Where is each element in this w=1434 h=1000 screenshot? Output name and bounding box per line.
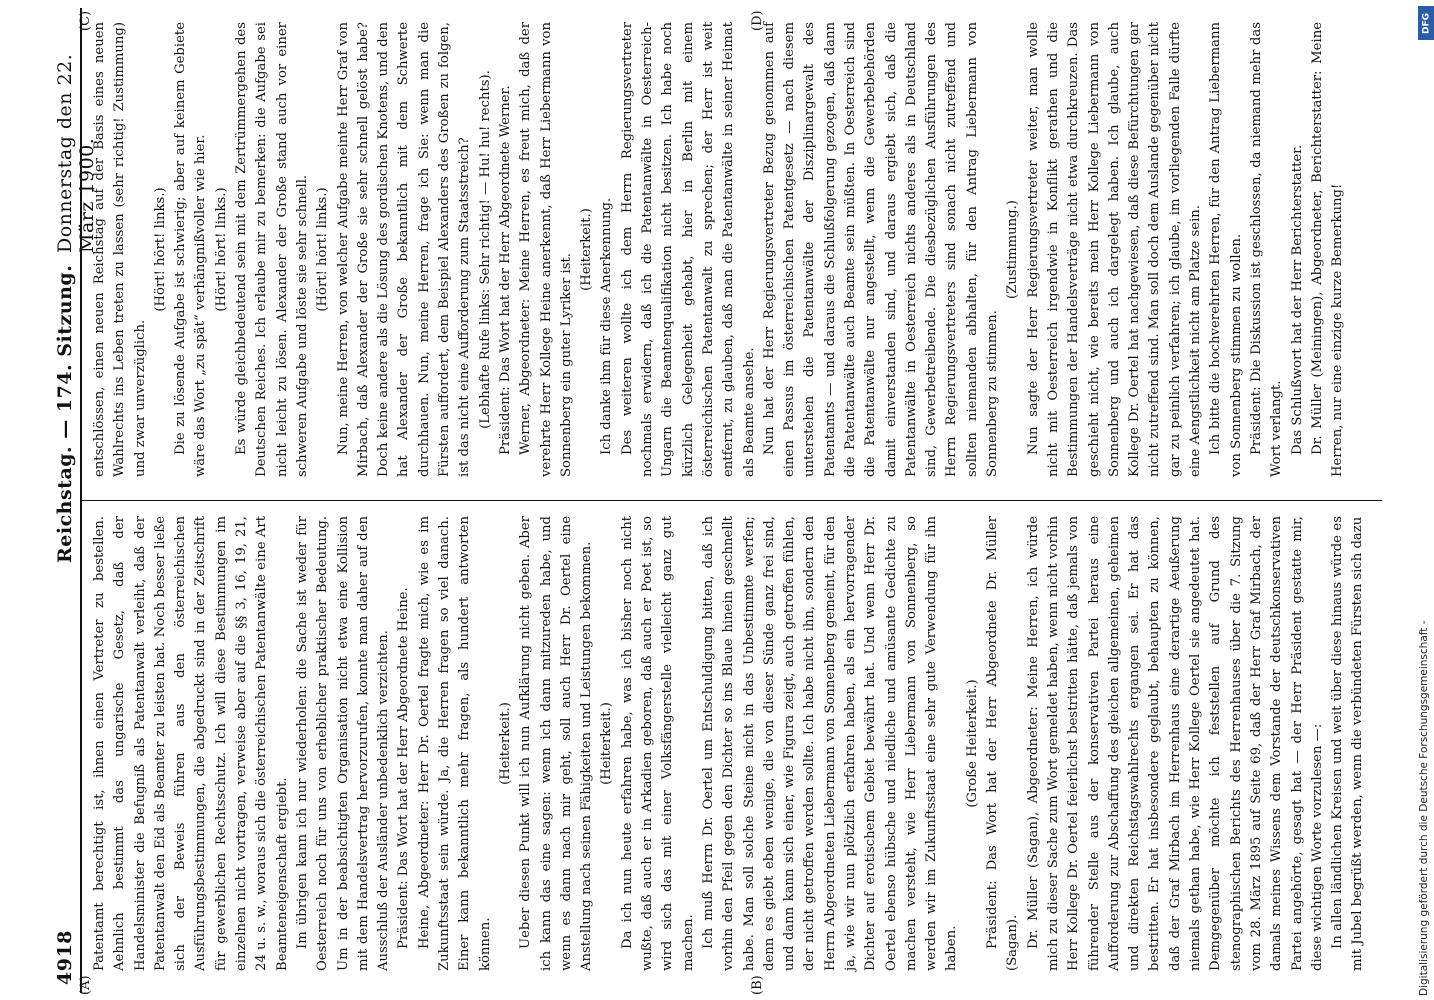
interjection: (Lebhafte Rufe links: Sehr richtig! — Hu! hu! rechts). bbox=[477, 70, 493, 429]
paragraph: Präsident: Die Diskussion ist geschlossen, da niemand mehr das Wort verlangt. bbox=[1248, 22, 1285, 477]
page-number: 4918 bbox=[54, 930, 76, 985]
page-header bbox=[50, 8, 98, 993]
paragraph: entschlössen, einen neuen Reichstag auf der Basis eines neuen Wahlrechts ins Leben treten zu lassen (sehr richtig! Zustimmung) und zwar unverzüglich. bbox=[92, 22, 148, 477]
margin-marker-a: (A) bbox=[78, 975, 93, 995]
interjection: (Hört! hört! links.) bbox=[213, 187, 229, 312]
paragraph: Die zu lösende Aufgabe ist schwierig; aber auf keinem Gebiete wäre das Wort „zu spät“ verhängnißvoller wie hier. bbox=[173, 22, 209, 477]
interjection: (Zustimmung.) bbox=[1005, 200, 1021, 299]
margin-marker-d: (D) bbox=[750, 10, 765, 31]
interjection: (Heiterkeit.) bbox=[599, 702, 615, 785]
interjection: (Heiterkeit.) bbox=[579, 208, 595, 291]
paragraph: Da ich nun heute erfahren habe, was ich bisher noch nicht wußte, daß auch er in Arkadien geboren, daß auch er Poet ist, so wird sich das mit einer Volksfängerstelle vielleicht ganz gut machen. bbox=[619, 516, 696, 971]
interjection: (Große Heiterkeit.) bbox=[964, 679, 980, 808]
paragraph: Patentamt berechtigt ist, ihnen einen Vertreter zu bestellen. Aehnlich bestimmt das ungarische Gesetz, daß der Handelsminister die Befugniß als Patentanwalt verleiht, daß der Patentanwalt den Eid als Beamter zu leisten hat. Noch besser ließe sich der Beweis führen aus den österreichischen Ausführungsbestimmungen, die abgedruckt sind in der Zeitschrift für gewerblichen Rechtsschutz. Ich will diese Bestimmungen im einzelnen nicht vortragen, verweise aber auf die §§ 3, 16, 19, 21, 24 u. s. w., woraus sich die österreichischen Patentanwälte eine Art Beamteneigenschaft ergiebt. bbox=[92, 516, 290, 971]
rotated-page bbox=[50, 8, 1410, 993]
paragraph: Ich bitte die hochverehrten Herren, für den Antrag Liebermann von Sonnenberg stimmen zu wollen. bbox=[1208, 22, 1244, 477]
paragraph: In allen ländlichen Kreisen und weit über diese hinaus würde es mit Jubel begrüßt werden, wenn die verbündeten Fürsten sich dazu bbox=[1330, 516, 1366, 971]
session-title: Reichstag. — 174. Sitzung. bbox=[54, 264, 76, 563]
margin-marker-b: (B) bbox=[750, 975, 765, 995]
funding-credit: Digitalisierung gefördert durch die Deutsche Forschungsgemeinschaft - bbox=[1418, 620, 1430, 996]
right-column bbox=[90, 22, 1348, 477]
dfg-logo-icon: DFG bbox=[1418, 6, 1434, 40]
paragraph: Heine, Abgeordneter: Herr Dr. Oertel fragte mich, wie es im Zukunftsstaat sein würde. Ja, die Herren fragen so viel danach. Einer kann bekanntlich mehr fragen, als hundert antworten können. bbox=[416, 516, 493, 971]
paragraph: Präsident: Das Wort hat der Herr Abgeordnete Dr. Müller (Sagan). bbox=[985, 516, 1021, 971]
column-divider bbox=[82, 500, 1382, 501]
interjection: (Heiterkeit.) bbox=[497, 702, 513, 785]
paragraph: Ueber diesen Punkt will ich nun Aufklärung nicht geben. Aber ich kann das eine sagen: wenn ich dann mitzureden habe, und wenn es dann nach mir geht, soll auch Herr Dr. Oertel eine Anstellung nach seinen Fähigkeiten und Leistungen bekommen. bbox=[518, 516, 595, 971]
paragraph: Es würde gleichbedeutend sein mit dem Zertrümmergehen des Deutschen Reiches. Ich erlaube mir zu bemerken: die Aufgabe sei nicht leicht zu lösen. Alexander der Große stand auch vor einer schweren Aufgabe und löste sie sehr schnell. bbox=[234, 22, 310, 477]
interjection: (Hört! hört! links.) bbox=[315, 187, 331, 312]
paragraph: Präsident: Das Wort hat der Herr Abgeordnete Werner. bbox=[497, 85, 513, 455]
paragraph: Werner, Abgeordneter: Meine Herren, es freut mich, daß der verehrte Herr Kollege Heine anerkennt, daß Herr Liebermann von Sonnenberg ein guter Lyriker ist. bbox=[518, 22, 574, 477]
paragraph: Nun hat der Herr Regierungsvertreter Bezug genommen auf einen Passus im österreichischen Patentgesetz — nach diesem unterstehen die Patentanwälte der Disziplinargewalt des Patentamts — und daraus die Schlußfolgerung gezogen, daß dann die Patentanwälte auch Beamte sein müßten. In Oesterreich sind die Patentanwälte nur angestellt, wenn die Gewerbebehörden damit einverstanden sind, und daraus ergiebt sich, daß die Patentanwälte in Oesterreich nichts anderes als in Deutschland sind, Gewerbetreibende. Die diesbezüglichen Ausführungen des Herrn Regierungsvertreters sind sonach nicht zutreffend und sollten niemanden abhalten, für den Antrag Liebermann von Sonnenberg zu stimmen. bbox=[761, 22, 1001, 477]
paragraph: Dr. Müller (Sagan), Abgeordneter: Meine Herren, ich würde mich zu dieser Sache zum Wort gemeldet haben, wenn nicht vorhin Herr Kollege Dr. Oertel feierlichst bestritten hätte, daß jemals von führender Stelle aus der konservativen Partei heraus eine Aufforderung zur Abschaffung des gleichen allgemeinen, geheimen und direkten Reichstagswahlrechts ergangen sei. Er hat das bestritten. Er hat insbesondere geglaubt, behaupten zu können, daß der Graf Mirbach im Herrenhaus eine derartige Aeußerung niemals gethan habe, wie Herr Kollege Oertel sie angedeutet hat. Demgegenüber möchte ich feststellen auf Grund des stenographischen Berichts des Herrenhauses über die 7. Sitzung vom 28. März 1895 auf Seite 69, daß der Herr Graf Mirbach, der damals meines Wissens dem Vorstande der deutschkonservativen Partei angehörte, gesagt hat — der Herr Präsident gestatte mir, diese wichtigen Worte vorzulesen —: bbox=[1025, 516, 1325, 971]
digitization-sidebar bbox=[1417, 6, 1434, 996]
paragraph: Nun sagte der Herr Regierungsvertreter weiter, man wolle nicht mit Oesterreich irgendwie in Konflikt gerathen und die Bestimmungen der Handelsverträge nicht etwa durchkreuzen. Das geschieht nicht, wie bereits mein Herr Kollege Liebermann von Sonnenberg und auch ich dargelegt haben. Ich glaube, auch Kollege Dr. Oertel hat nachgewiesen, daß diese Befürchtungen gar nicht zutreffend sind. Man soll doch dem Auslande gegenüber nicht gar zu peinlich verfahren; ich glaube, im vorliegenden Falle dürfte eine Aengstlichkeit nicht am Platze sein. bbox=[1025, 22, 1204, 477]
session-date: Donnerstag den 22. März 1900. bbox=[54, 53, 98, 253]
paragraph: Ich danke ihm für diese Anerkennung. bbox=[599, 197, 615, 455]
paragraph: Ich muß Herrn Dr. Oertel um Entschuldigung bitten, daß ich vorhin den Pfeil gegen den Dichter so ins Blaue hinein geschnellt habe. Man soll solche Steine nicht in das Unbestimmte werfen; denn es giebt eben wenige, die von dieser Sünde ganz frei sind, und dann kann sich einer, wie Figura zeigt, auch getroffen fühlen, der nicht getroffen werden sollte. Ich habe nicht ihn, sondern den Herrn Abgeordneten Liebermann von Sonnenberg gemeint, für den ja, wie wir nun plötzlich erfahren haben, als ein hervorragender Dichter auf erotischem Gebiet bewährt hat. Und wenn Herr Dr. Oertel ebenso hübsche und niedliche und amüsante Gedichte zu machen versteht, wie Herr Liebermann von Sonnenberg, so werden wir im Zukunftsstaat eine sehr gute Verwendung für ihn haben. bbox=[700, 516, 960, 971]
margin-marker-c: (C) bbox=[78, 10, 93, 31]
paragraph: Dr. Müller (Meiningen), Abgeordneter, Berichterstatter: Meine Herren, nur eine einzige kurze Bemerkung! bbox=[1309, 22, 1346, 477]
paragraph: Präsident: Das Wort hat der Herr Abgeordnete Heine. bbox=[396, 587, 412, 949]
interjection: (Hört! hört! links.) bbox=[152, 187, 168, 312]
paragraph: Des weiteren wollte ich dem Herrn Regierungsvertreter nochmals erwidern, daß ich die Patentanwälte in Oesterreich-Ungarn die Beamtenqualifikation nicht besitzen. Ich habe noch kürzlich Gelegenheit gehabt, hier in Berlin mit einem österreichischen Patentanwalt zu sprechen; der Herr ist weit entfernt, zu glauben, daß man die Patentanwälte in seiner Heimat als Beamte ansehe. bbox=[619, 22, 757, 477]
paragraph: Das Schlußwort hat der Herr Berichterstatter. bbox=[1289, 144, 1305, 455]
left-column bbox=[90, 516, 1369, 971]
paragraph: Im übrigen kann ich nur wiederholen: die Sache ist weder für Oesterreich noch für uns von erheblicher praktischer Bedeutung. Um in der beabsichtigten Organisation nicht etwa eine Kollision mit dem Handelsvertrag hervorzurufen, konnte man daher auf den Ausschluß der Ausländer unbedenklich verzichten. bbox=[294, 516, 392, 971]
paragraph: Nun, meine Herren, von welcher Aufgabe meinte Herr Graf von Mirbach, daß Alexander der Große sie sehr schnell gelöst habe? Doch keine andere als die Lösung des gordischen Knotens, und den hat Alexander der Große bekanntlich mit dem Schwerte durchhauen. Nun, meine Herren, frage ich Sie: wenn man die Fürsten auffordert, dem Beispiel Alexanders des Großen zu folgen, ist das nicht eine Aufforderung zum Staatsstreich? bbox=[335, 22, 473, 477]
